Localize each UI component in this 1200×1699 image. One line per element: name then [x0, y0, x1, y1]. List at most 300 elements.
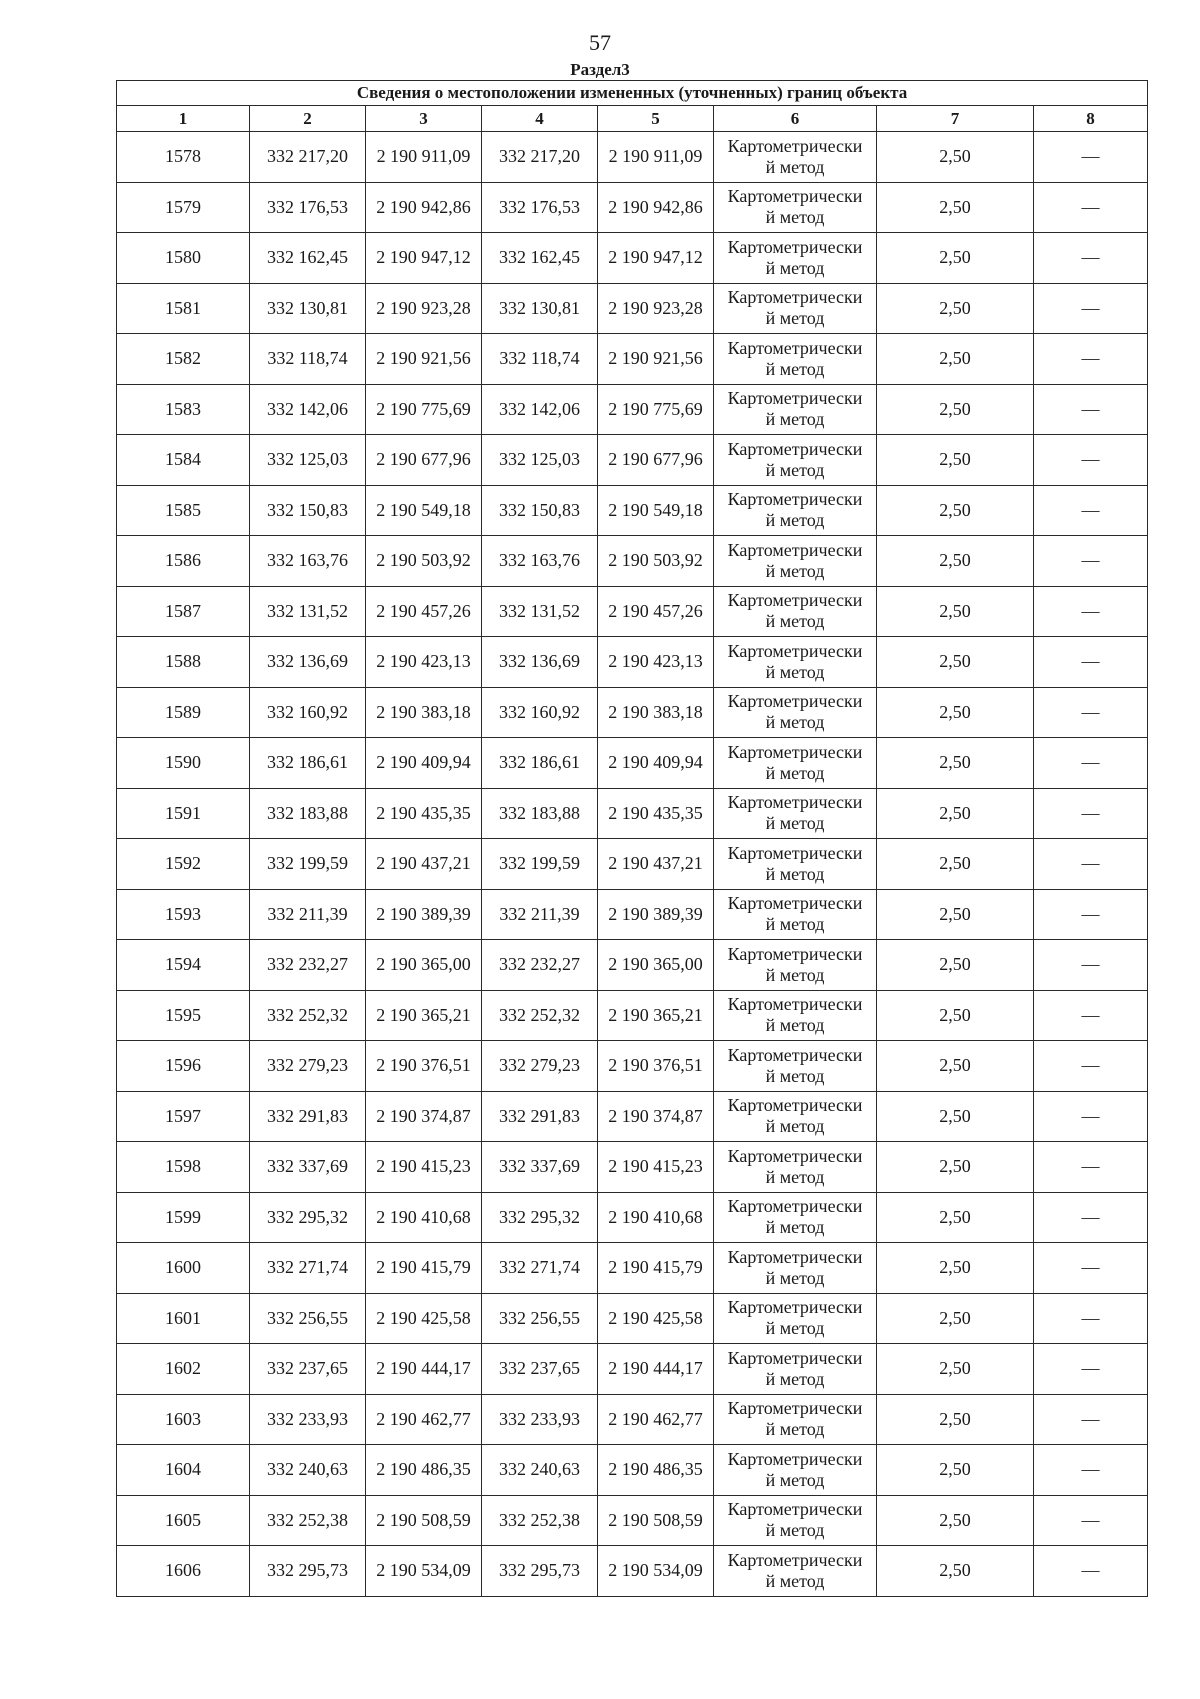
coord-y-new: 2 190 415,79	[598, 1243, 714, 1294]
coord-x-new: 332 118,74	[482, 334, 598, 385]
note-cell: —	[1034, 738, 1148, 789]
coord-y-existing: 2 190 911,09	[366, 132, 482, 183]
accuracy-value: 2,50	[877, 1293, 1034, 1344]
method-text-line2: й метод	[765, 308, 825, 329]
accuracy-value: 2,50	[877, 940, 1034, 991]
method-text-line1: Картометрически	[727, 1347, 863, 1368]
coord-y-existing: 2 190 549,18	[366, 485, 482, 536]
coord-x-new: 332 160,92	[482, 687, 598, 738]
column-number: 2	[250, 106, 366, 132]
method-text-line1: Картометрически	[727, 186, 863, 207]
note-cell: —	[1034, 940, 1148, 991]
coord-y-new: 2 190 549,18	[598, 485, 714, 536]
accuracy-value: 2,50	[877, 687, 1034, 738]
coord-y-new: 2 190 410,68	[598, 1192, 714, 1243]
table-row	[117, 990, 1148, 1041]
coord-y-new: 2 190 423,13	[598, 637, 714, 688]
coord-x-existing: 332 130,81	[250, 283, 366, 334]
method-cell	[714, 1142, 877, 1193]
accuracy-value: 2,50	[877, 1394, 1034, 1445]
point-number: 1603	[117, 1394, 250, 1445]
coord-x-new: 332 125,03	[482, 435, 598, 486]
coord-x-existing: 332 136,69	[250, 637, 366, 688]
coord-y-existing: 2 190 503,92	[366, 536, 482, 587]
coord-x-existing: 332 131,52	[250, 586, 366, 637]
method-text-line2: й метод	[765, 863, 825, 884]
method-text-line1: Картометрически	[727, 287, 863, 308]
table-row	[117, 940, 1148, 991]
coord-y-new: 2 190 365,00	[598, 940, 714, 991]
method-text-line2: й метод	[765, 1065, 825, 1086]
coord-x-existing: 332 176,53	[250, 182, 366, 233]
note-cell: —	[1034, 182, 1148, 233]
method-cell	[714, 1243, 877, 1294]
point-number: 1582	[117, 334, 250, 385]
coord-x-existing: 332 162,45	[250, 233, 366, 284]
coord-y-existing: 2 190 508,59	[366, 1495, 482, 1546]
coord-x-new: 332 237,65	[482, 1344, 598, 1395]
method-cell	[714, 1546, 877, 1597]
coord-x-new: 332 150,83	[482, 485, 598, 536]
table-caption: Сведения о местоположении измененных (уточненных) границ объекта	[117, 81, 1148, 106]
coord-x-existing: 332 279,23	[250, 1041, 366, 1092]
accuracy-value: 2,50	[877, 1445, 1034, 1496]
coord-y-new: 2 190 383,18	[598, 687, 714, 738]
coord-x-new: 332 136,69	[482, 637, 598, 688]
boundary-table	[116, 80, 1148, 1597]
table-body	[117, 81, 1148, 1597]
note-cell: —	[1034, 1041, 1148, 1092]
coord-y-existing: 2 190 389,39	[366, 889, 482, 940]
coord-x-new: 332 295,32	[482, 1192, 598, 1243]
table-row	[117, 1091, 1148, 1142]
note-cell: —	[1034, 687, 1148, 738]
method-text-line1: Картометрически	[727, 135, 863, 156]
point-number: 1590	[117, 738, 250, 789]
accuracy-value: 2,50	[877, 182, 1034, 233]
point-number: 1584	[117, 435, 250, 486]
note-cell: —	[1034, 1344, 1148, 1395]
table-row	[117, 1293, 1148, 1344]
coord-y-new: 2 190 923,28	[598, 283, 714, 334]
method-text-line2: й метод	[765, 1217, 825, 1238]
column-number: 4	[482, 106, 598, 132]
coord-y-existing: 2 190 365,00	[366, 940, 482, 991]
method-text-line1: Картометрически	[727, 489, 863, 510]
coord-y-new: 2 190 921,56	[598, 334, 714, 385]
note-cell: —	[1034, 1394, 1148, 1445]
method-text-line2: й метод	[765, 510, 825, 531]
point-number: 1599	[117, 1192, 250, 1243]
coord-x-existing: 332 186,61	[250, 738, 366, 789]
coord-x-existing: 332 150,83	[250, 485, 366, 536]
point-number: 1595	[117, 990, 250, 1041]
coord-y-existing: 2 190 374,87	[366, 1091, 482, 1142]
method-cell	[714, 384, 877, 435]
note-cell: —	[1034, 132, 1148, 183]
method-text-line1: Картометрически	[727, 842, 863, 863]
column-number: 3	[366, 106, 482, 132]
method-text-line1: Картометрически	[727, 337, 863, 358]
accuracy-value: 2,50	[877, 1142, 1034, 1193]
coord-x-new: 332 252,32	[482, 990, 598, 1041]
coord-y-existing: 2 190 425,58	[366, 1293, 482, 1344]
accuracy-value: 2,50	[877, 1041, 1034, 1092]
method-text-line1: Картометрически	[727, 893, 863, 914]
table-row	[117, 132, 1148, 183]
note-cell: —	[1034, 1293, 1148, 1344]
coord-y-new: 2 190 389,39	[598, 889, 714, 940]
coord-y-new: 2 190 462,77	[598, 1394, 714, 1445]
accuracy-value: 2,50	[877, 485, 1034, 536]
coord-x-new: 332 131,52	[482, 586, 598, 637]
table-row	[117, 1344, 1148, 1395]
point-number: 1587	[117, 586, 250, 637]
note-cell: —	[1034, 586, 1148, 637]
accuracy-value: 2,50	[877, 788, 1034, 839]
coord-y-new: 2 190 374,87	[598, 1091, 714, 1142]
coord-x-existing: 332 232,27	[250, 940, 366, 991]
method-text-line2: й метод	[765, 1368, 825, 1389]
method-text-line1: Картометрически	[727, 438, 863, 459]
coord-x-new: 332 271,74	[482, 1243, 598, 1294]
table-row	[117, 637, 1148, 688]
table-row	[117, 586, 1148, 637]
method-cell	[714, 1394, 877, 1445]
coord-x-new: 332 130,81	[482, 283, 598, 334]
table-row	[117, 687, 1148, 738]
note-cell: —	[1034, 536, 1148, 587]
table-row	[117, 839, 1148, 890]
note-cell: —	[1034, 839, 1148, 890]
accuracy-value: 2,50	[877, 738, 1034, 789]
coord-x-existing: 332 337,69	[250, 1142, 366, 1193]
table-row	[117, 1142, 1148, 1193]
table-row	[117, 1394, 1148, 1445]
point-number: 1593	[117, 889, 250, 940]
method-cell	[714, 182, 877, 233]
method-cell	[714, 283, 877, 334]
point-number: 1602	[117, 1344, 250, 1395]
table-row	[117, 889, 1148, 940]
point-number: 1591	[117, 788, 250, 839]
method-cell	[714, 132, 877, 183]
point-number: 1578	[117, 132, 250, 183]
note-cell: —	[1034, 1142, 1148, 1193]
coord-x-new: 332 176,53	[482, 182, 598, 233]
coord-x-existing: 332 252,32	[250, 990, 366, 1041]
method-text-line2: й метод	[765, 964, 825, 985]
note-cell: —	[1034, 384, 1148, 435]
coord-x-new: 332 163,76	[482, 536, 598, 587]
coord-y-existing: 2 190 415,79	[366, 1243, 482, 1294]
method-text-line1: Картометрически	[727, 943, 863, 964]
caption-row	[117, 81, 1148, 106]
table-row	[117, 1445, 1148, 1496]
coord-y-existing: 2 190 444,17	[366, 1344, 482, 1395]
method-cell	[714, 485, 877, 536]
point-number: 1579	[117, 182, 250, 233]
coord-x-existing: 332 291,83	[250, 1091, 366, 1142]
method-cell	[714, 738, 877, 789]
method-text-line1: Картометрически	[727, 1499, 863, 1520]
method-text-line2: й метод	[765, 914, 825, 935]
coord-y-new: 2 190 409,94	[598, 738, 714, 789]
point-number: 1588	[117, 637, 250, 688]
point-number: 1580	[117, 233, 250, 284]
coord-y-new: 2 190 435,35	[598, 788, 714, 839]
table-row	[117, 283, 1148, 334]
coord-x-existing: 332 211,39	[250, 889, 366, 940]
method-text-line1: Картометрически	[727, 1246, 863, 1267]
coord-x-new: 332 217,20	[482, 132, 598, 183]
coord-y-new: 2 190 486,35	[598, 1445, 714, 1496]
method-text-line2: й метод	[765, 712, 825, 733]
point-number: 1589	[117, 687, 250, 738]
table-row	[117, 233, 1148, 284]
table-row	[117, 1495, 1148, 1546]
coord-x-new: 332 337,69	[482, 1142, 598, 1193]
method-text-line1: Картометрически	[727, 1196, 863, 1217]
method-text-line1: Картометрически	[727, 640, 863, 661]
table-row	[117, 435, 1148, 486]
accuracy-value: 2,50	[877, 334, 1034, 385]
coord-y-existing: 2 190 677,96	[366, 435, 482, 486]
coord-y-existing: 2 190 410,68	[366, 1192, 482, 1243]
method-text-line2: й метод	[765, 762, 825, 783]
note-cell: —	[1034, 1243, 1148, 1294]
point-number: 1586	[117, 536, 250, 587]
coord-y-new: 2 190 444,17	[598, 1344, 714, 1395]
method-text-line1: Картометрически	[727, 1448, 863, 1469]
column-number: 7	[877, 106, 1034, 132]
coord-y-new: 2 190 503,92	[598, 536, 714, 587]
method-cell	[714, 1091, 877, 1142]
coord-x-existing: 332 295,73	[250, 1546, 366, 1597]
column-number-row	[117, 106, 1148, 132]
coord-y-new: 2 190 457,26	[598, 586, 714, 637]
accuracy-value: 2,50	[877, 283, 1034, 334]
method-cell	[714, 788, 877, 839]
accuracy-value: 2,50	[877, 233, 1034, 284]
note-cell: —	[1034, 233, 1148, 284]
method-text-line1: Картометрически	[727, 1044, 863, 1065]
note-cell: —	[1034, 1495, 1148, 1546]
coord-x-new: 332 240,63	[482, 1445, 598, 1496]
coord-y-existing: 2 190 486,35	[366, 1445, 482, 1496]
accuracy-value: 2,50	[877, 384, 1034, 435]
coord-y-existing: 2 190 435,35	[366, 788, 482, 839]
note-cell: —	[1034, 283, 1148, 334]
accuracy-value: 2,50	[877, 839, 1034, 890]
method-cell	[714, 687, 877, 738]
coord-y-existing: 2 190 376,51	[366, 1041, 482, 1092]
method-text-line2: й метод	[765, 1015, 825, 1036]
note-cell: —	[1034, 889, 1148, 940]
coord-x-new: 332 162,45	[482, 233, 598, 284]
method-text-line1: Картометрически	[727, 792, 863, 813]
column-number: 8	[1034, 106, 1148, 132]
coord-x-new: 332 211,39	[482, 889, 598, 940]
coord-x-existing: 332 125,03	[250, 435, 366, 486]
accuracy-value: 2,50	[877, 1091, 1034, 1142]
coord-y-existing: 2 190 921,56	[366, 334, 482, 385]
method-text-line1: Картометрически	[727, 236, 863, 257]
coord-y-new: 2 190 942,86	[598, 182, 714, 233]
method-text-line2: й метод	[765, 1570, 825, 1591]
coord-x-new: 332 233,93	[482, 1394, 598, 1445]
method-cell	[714, 334, 877, 385]
method-text-line2: й метод	[765, 560, 825, 581]
accuracy-value: 2,50	[877, 586, 1034, 637]
coord-y-new: 2 190 947,12	[598, 233, 714, 284]
method-text-line2: й метод	[765, 1520, 825, 1541]
note-cell: —	[1034, 334, 1148, 385]
accuracy-value: 2,50	[877, 435, 1034, 486]
point-number: 1606	[117, 1546, 250, 1597]
coord-x-existing: 332 217,20	[250, 132, 366, 183]
coord-y-existing: 2 190 423,13	[366, 637, 482, 688]
column-number: 1	[117, 106, 250, 132]
point-number: 1583	[117, 384, 250, 435]
method-text-line1: Картометрически	[727, 590, 863, 611]
method-text-line2: й метод	[765, 1166, 825, 1187]
method-cell	[714, 435, 877, 486]
page-number: 57	[589, 30, 611, 55]
point-number: 1596	[117, 1041, 250, 1092]
coord-x-existing: 332 256,55	[250, 1293, 366, 1344]
coord-y-existing: 2 190 775,69	[366, 384, 482, 435]
accuracy-value: 2,50	[877, 132, 1034, 183]
coord-y-new: 2 190 425,58	[598, 1293, 714, 1344]
method-cell	[714, 1445, 877, 1496]
point-number: 1600	[117, 1243, 250, 1294]
method-cell	[714, 586, 877, 637]
accuracy-value: 2,50	[877, 637, 1034, 688]
method-text-line1: Картометрически	[727, 741, 863, 762]
note-cell: —	[1034, 990, 1148, 1041]
coord-x-existing: 332 295,32	[250, 1192, 366, 1243]
method-text-line2: й метод	[765, 1267, 825, 1288]
coord-y-existing: 2 190 457,26	[366, 586, 482, 637]
method-text-line2: й метод	[765, 1419, 825, 1440]
point-number: 1581	[117, 283, 250, 334]
point-number: 1597	[117, 1091, 250, 1142]
point-number: 1598	[117, 1142, 250, 1193]
method-cell	[714, 1192, 877, 1243]
coord-x-new: 332 142,06	[482, 384, 598, 435]
method-text-line2: й метод	[765, 156, 825, 177]
coord-y-existing: 2 190 923,28	[366, 283, 482, 334]
coord-y-existing: 2 190 947,12	[366, 233, 482, 284]
coord-x-new: 332 199,59	[482, 839, 598, 890]
method-cell	[714, 233, 877, 284]
point-number: 1604	[117, 1445, 250, 1496]
coord-y-existing: 2 190 534,09	[366, 1546, 482, 1597]
coord-y-new: 2 190 376,51	[598, 1041, 714, 1092]
table-row	[117, 485, 1148, 536]
table-row	[117, 1546, 1148, 1597]
coord-x-new: 332 232,27	[482, 940, 598, 991]
coord-y-existing: 2 190 437,21	[366, 839, 482, 890]
accuracy-value: 2,50	[877, 990, 1034, 1041]
method-text-line2: й метод	[765, 611, 825, 632]
point-number: 1585	[117, 485, 250, 536]
coord-x-existing: 332 183,88	[250, 788, 366, 839]
accuracy-value: 2,50	[877, 1495, 1034, 1546]
table-row	[117, 182, 1148, 233]
coord-y-new: 2 190 677,96	[598, 435, 714, 486]
coord-x-new: 332 295,73	[482, 1546, 598, 1597]
method-text-line2: й метод	[765, 661, 825, 682]
method-text-line2: й метод	[765, 1469, 825, 1490]
method-text-line2: й метод	[765, 257, 825, 278]
method-text-line1: Картометрически	[727, 691, 863, 712]
coord-y-existing: 2 190 462,77	[366, 1394, 482, 1445]
method-text-line1: Картометрически	[727, 994, 863, 1015]
note-cell: —	[1034, 1445, 1148, 1496]
note-cell: —	[1034, 1192, 1148, 1243]
table-row	[117, 1243, 1148, 1294]
note-cell: —	[1034, 637, 1148, 688]
coord-y-new: 2 190 365,21	[598, 990, 714, 1041]
coord-x-existing: 332 160,92	[250, 687, 366, 738]
method-text-line1: Картометрически	[727, 1549, 863, 1570]
coord-x-new: 332 252,38	[482, 1495, 598, 1546]
method-text-line2: й метод	[765, 207, 825, 228]
column-number: 6	[714, 106, 877, 132]
table-row	[117, 1041, 1148, 1092]
coord-y-new: 2 190 437,21	[598, 839, 714, 890]
table-row	[117, 788, 1148, 839]
point-number: 1592	[117, 839, 250, 890]
method-text-line2: й метод	[765, 459, 825, 480]
method-text-line1: Картометрически	[727, 1145, 863, 1166]
coord-x-existing: 332 252,38	[250, 1495, 366, 1546]
coord-x-existing: 332 142,06	[250, 384, 366, 435]
point-number: 1605	[117, 1495, 250, 1546]
coord-x-new: 332 291,83	[482, 1091, 598, 1142]
coord-x-new: 332 279,23	[482, 1041, 598, 1092]
coord-x-existing: 332 233,93	[250, 1394, 366, 1445]
coord-y-existing: 2 190 365,21	[366, 990, 482, 1041]
accuracy-value: 2,50	[877, 889, 1034, 940]
method-text-line2: й метод	[765, 358, 825, 379]
accuracy-value: 2,50	[877, 1344, 1034, 1395]
note-cell: —	[1034, 1546, 1148, 1597]
coord-x-existing: 332 240,63	[250, 1445, 366, 1496]
coord-x-existing: 332 199,59	[250, 839, 366, 890]
method-text-line2: й метод	[765, 813, 825, 834]
coord-x-existing: 332 163,76	[250, 536, 366, 587]
table-row	[117, 384, 1148, 435]
method-text-line2: й метод	[765, 1116, 825, 1137]
point-number: 1594	[117, 940, 250, 991]
coord-y-new: 2 190 775,69	[598, 384, 714, 435]
method-cell	[714, 889, 877, 940]
method-cell	[714, 940, 877, 991]
method-cell	[714, 1293, 877, 1344]
coord-y-existing: 2 190 942,86	[366, 182, 482, 233]
coord-y-existing: 2 190 415,23	[366, 1142, 482, 1193]
coord-x-existing: 332 271,74	[250, 1243, 366, 1294]
method-text-line1: Картометрически	[727, 1297, 863, 1318]
method-cell	[714, 839, 877, 890]
method-text-line1: Картометрически	[727, 388, 863, 409]
method-cell	[714, 990, 877, 1041]
coord-x-new: 332 256,55	[482, 1293, 598, 1344]
accuracy-value: 2,50	[877, 536, 1034, 587]
